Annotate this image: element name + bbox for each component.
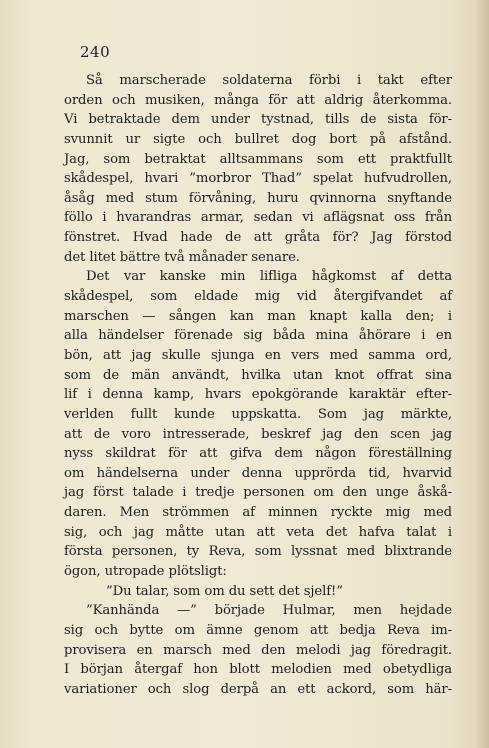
text-line: Jag, som betraktat alltsammans som ett praktfullt [64, 151, 452, 167]
text-line: första personen, ty Reva, som lyssnat med blixtrande [64, 544, 452, 560]
text-line: svunnit ur sigte och bullret dog bort på afstånd. [64, 131, 452, 147]
text-line: som de män användt, hvilka utan knot offrat sina [64, 367, 452, 383]
text-line: skådespel, hvari ”morbror Thad” spelat hufvudrollen, [64, 171, 452, 187]
text-line: daren. Men strömmen af minnen ryckte mig med [64, 505, 452, 521]
text-line: skådespel, som eldade mig vid återgifvandet af [64, 289, 452, 305]
text-line: marschen — sången kan man knapt kalla den; i [64, 308, 452, 324]
text-line: verlden fullt kunde uppskatta. Som jag märkte, [64, 406, 452, 422]
text-line: I början återgaf hon blott melodien med obetydliga [64, 662, 452, 678]
text-line: nyss skildrat för att gifva dem någon föreställning [64, 446, 452, 462]
text-line: ”Kanhända —” började Hulmar, men hejdade [86, 603, 452, 619]
text-line: att de voro intresserade, beskref jag den scen jag [64, 426, 452, 442]
text-line: sig och bytte om ämne genom att bedja Reva im- [64, 622, 452, 638]
text-line: det litet bättre två månader senare. [64, 249, 300, 265]
text-line: om händelserna under denna upprörda tid, hvarvid [64, 465, 452, 481]
text-line: föllo i hvarandras armar, sedan vi aflägsnat oss från [64, 210, 452, 226]
text-line: Det var kanske min lifliga hågkomst af detta [86, 269, 452, 285]
text-line: sig, och jag måtte utan att veta det hafva talat i [64, 524, 452, 540]
text-line: fönstret. Hvad hade de att gråta för? Jag förstod [64, 230, 452, 246]
text-line: Vi betraktade dem under tystnad, tills de sista för- [64, 112, 452, 128]
text-line: Så marscherade soldaterna förbi i takt efter [86, 73, 452, 88]
page-edge-shadow [475, 0, 489, 748]
text-line: jag först talade i tredje personen om den unge åskå- [64, 485, 452, 501]
page-number: 240 [80, 43, 111, 61]
page-text [64, 71, 452, 700]
text-line: orden och musiken, många för att aldrig återkomma. [64, 92, 452, 108]
text-line: ”Du talar, som om du sett det sjelf!” [106, 583, 343, 599]
text-line: åsåg med stum förvåning, huru qvinnorna snyftande [64, 190, 452, 206]
text-line: ögon, utropade plötsligt: [64, 564, 227, 580]
text-line: variationer och slog derpå an ett ackord, som här- [64, 681, 452, 697]
text-line: lif i denna kamp, hvars epokgörande karaktär efter- [64, 387, 452, 403]
text-line: bön, att jag skulle sjunga en vers med samma ord, [64, 347, 452, 363]
text-line: alla händelser förenade sig båda mina åhörare i en [64, 328, 452, 344]
text-line: provisera en marsch med den melodi jag föredragit. [64, 642, 452, 658]
